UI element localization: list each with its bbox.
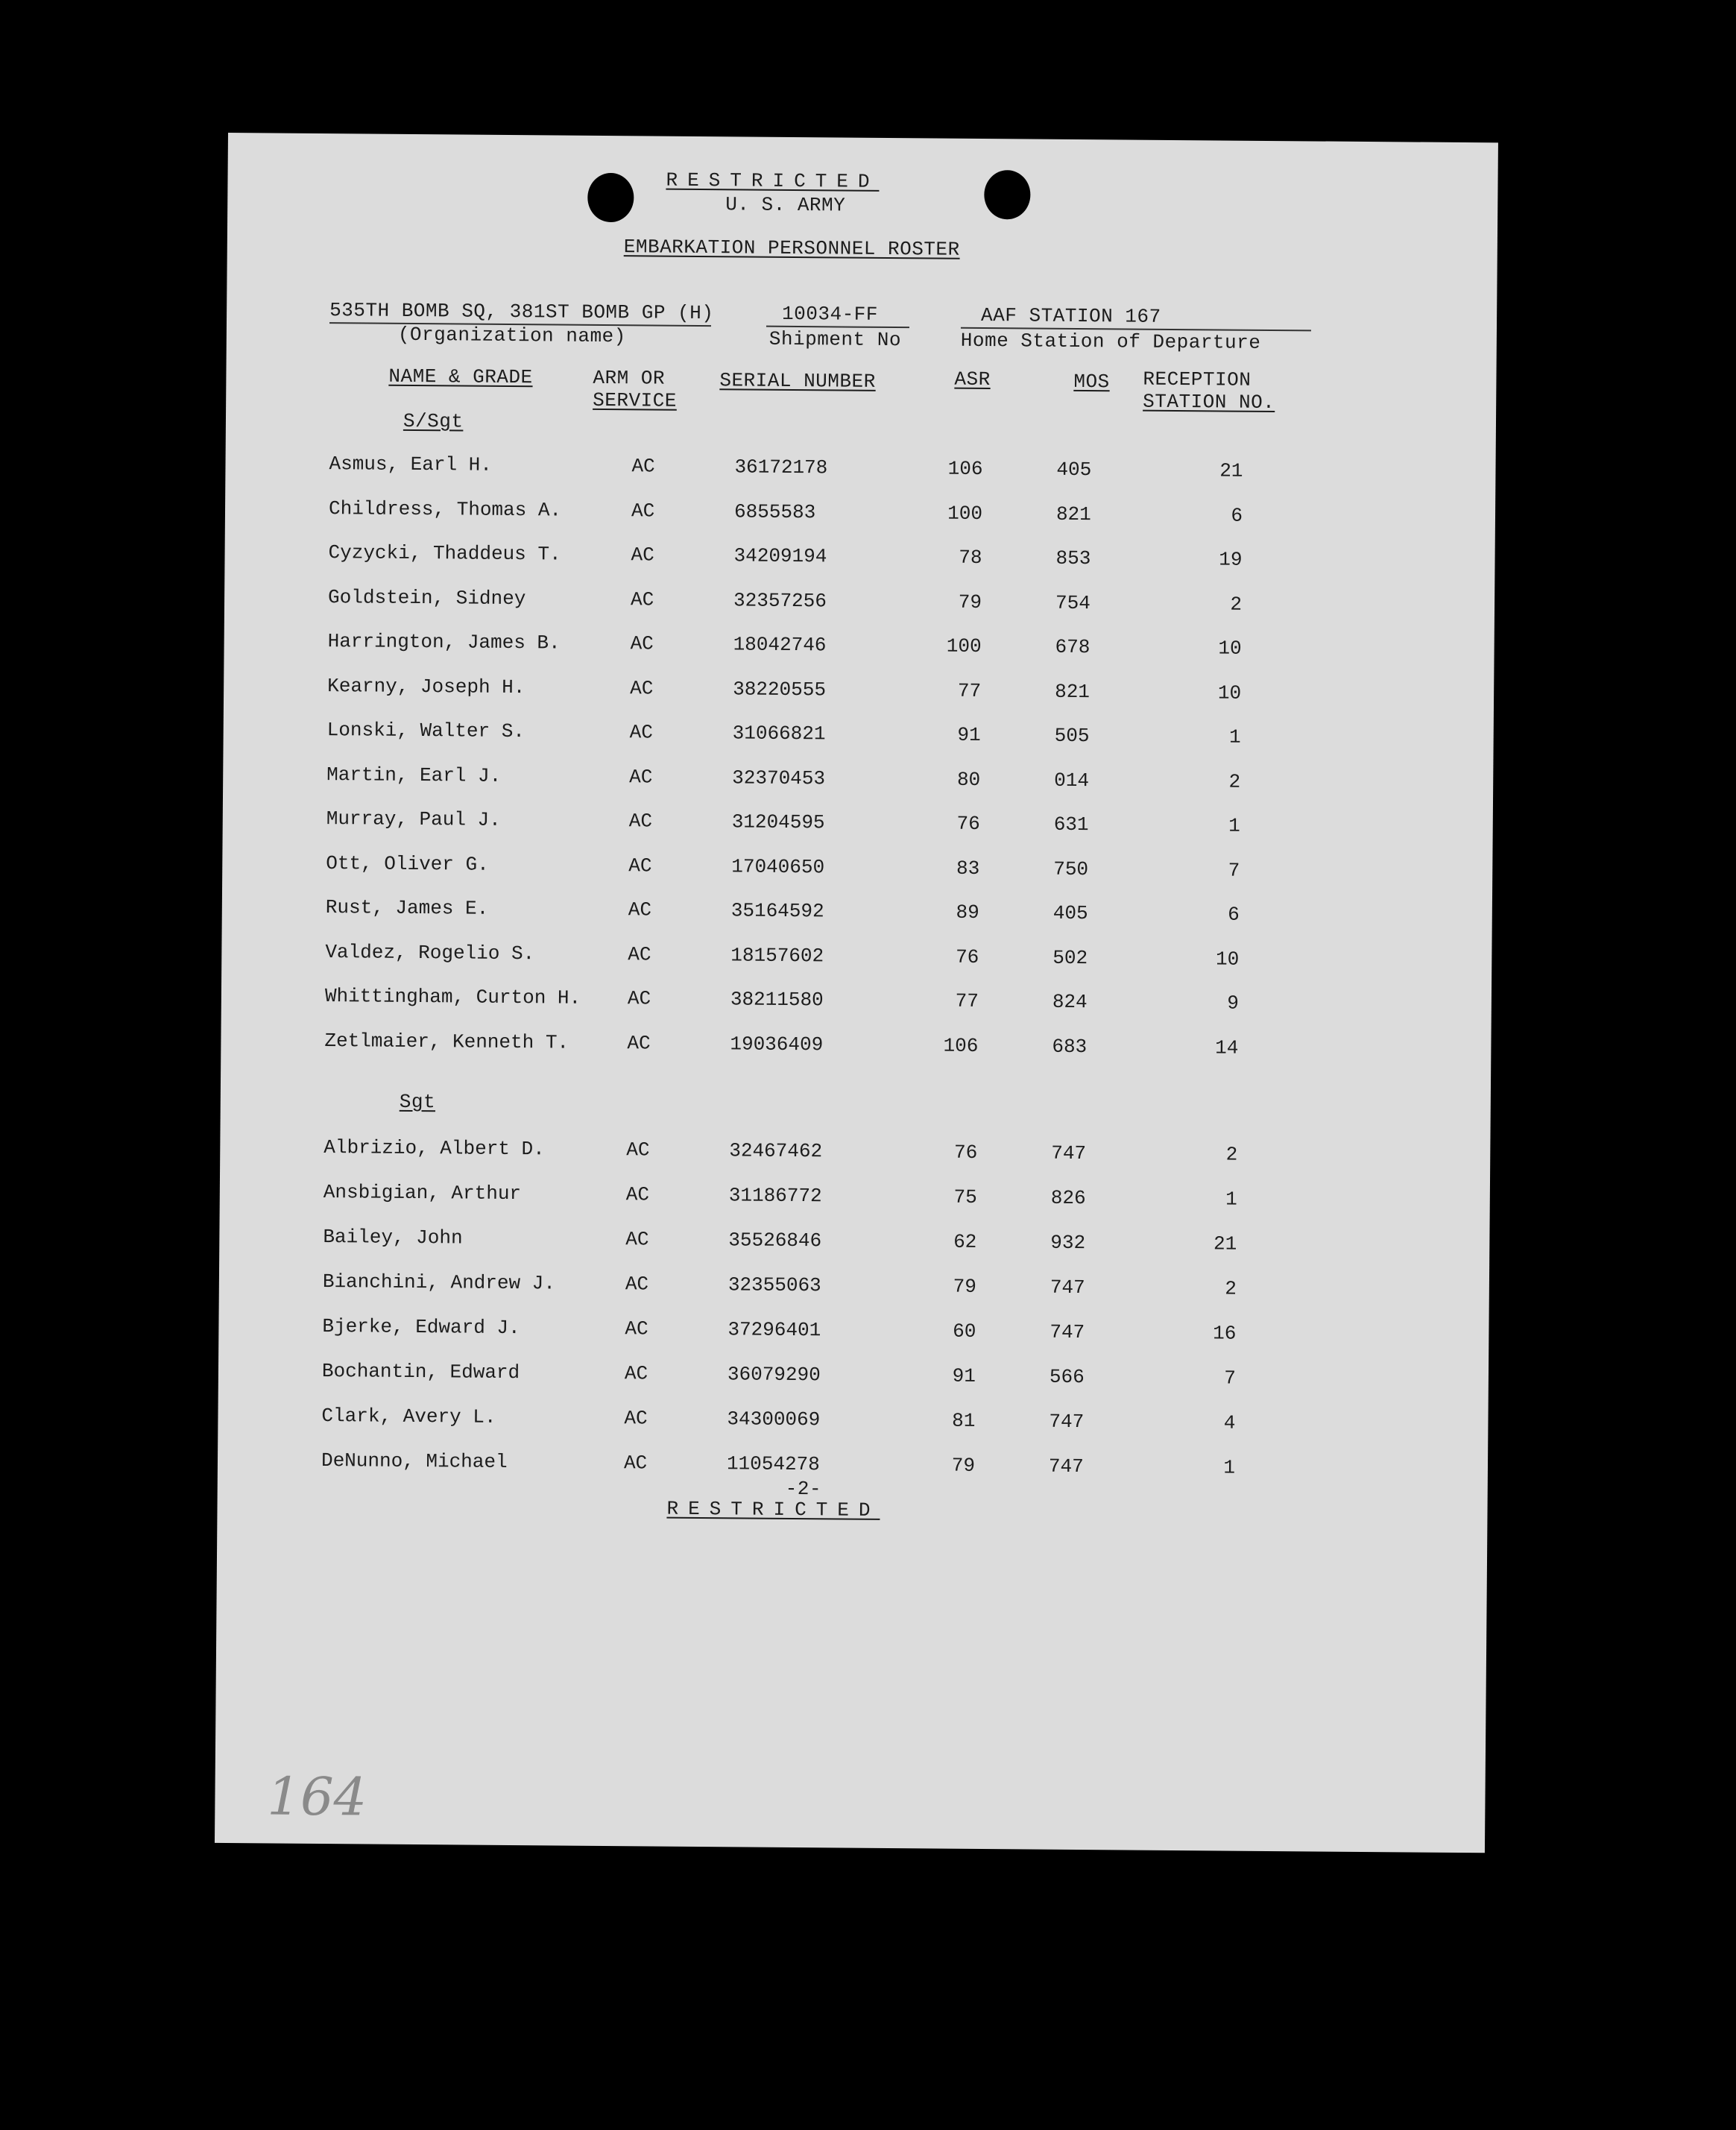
mos-code: 405 [1052,901,1088,925]
punch-hole-left [587,173,634,222]
asr-score: 100 [946,634,982,658]
person-name: Martin, Earl J. [326,763,502,787]
reception-station: 2 [1225,1143,1238,1166]
person-name: Bjerke, Edward J. [322,1315,520,1340]
person-name: Bailey, John [323,1226,463,1250]
col-asr: ASR [954,368,991,391]
mos-code: 405 [1056,458,1092,482]
person-name: Rust, James E. [325,896,489,920]
serial-number: 32370453 [732,766,826,790]
mos-code: 747 [1049,1410,1085,1434]
reception-station: 1 [1225,1188,1237,1211]
table-row [219,1225,1489,1264]
person-name: Childress, Thomas A. [328,497,562,522]
asr-score: 77 [955,989,979,1012]
table-row [218,1314,1489,1354]
table-row [221,939,1492,979]
mos-code: 750 [1053,857,1089,880]
grade-heading-sgt: Sgt [399,1090,436,1114]
col-name-grade: NAME & GRADE [388,365,533,389]
table-row [225,496,1495,535]
reception-station: 10 [1218,637,1242,660]
reception-station: 19 [1219,548,1243,571]
person-name: Valdez, Rogelio S. [325,940,535,965]
mos-code: 853 [1055,546,1091,570]
roster-page [215,133,1498,1853]
arm-of-service: AC [623,1452,648,1475]
arm-of-service: AC [628,942,651,965]
asr-score: 60 [953,1320,976,1343]
arm-of-service: AC [631,455,655,478]
serial-number: 19036409 [730,1032,824,1056]
person-name: Ansbigian, Arthur [323,1181,522,1206]
table-row [225,452,1495,491]
table-row [221,1028,1491,1068]
arm-of-service: AC [631,499,655,523]
organization-caption: (Organization name) [397,323,626,348]
arm-of-service: AC [631,543,654,567]
arm-of-service: AC [627,987,651,1010]
home-station: AAF STATION 167 [980,303,1161,328]
roster-title: EMBARKATION PERSONNEL ROSTER [623,236,960,261]
arm-of-service: AC [630,587,654,611]
mos-code: 821 [1055,502,1091,526]
table-row [220,1135,1490,1175]
reception-station: 2 [1230,593,1243,616]
mos-code: 932 [1050,1231,1086,1255]
table-row [218,1449,1488,1488]
mos-code: 631 [1053,813,1089,836]
serial-number: 31066821 [732,722,826,746]
asr-score: 79 [958,590,982,614]
table-row [222,895,1492,935]
arm-of-service: AC [630,676,654,700]
person-name: Albrizio, Albert D. [323,1136,545,1161]
mos-code: 678 [1055,635,1090,659]
mos-code: 747 [1048,1455,1084,1478]
arm-of-service: AC [624,1362,648,1385]
reception-station: 16 [1213,1322,1237,1345]
asr-score: 76 [953,1141,978,1164]
home-station-caption: Home Station of Departure [960,329,1261,354]
shipment-number: 10034-FF [781,302,879,326]
arm-of-service: AC [626,1138,650,1162]
person-name: Ott, Oliver G. [326,851,489,876]
reception-station: 7 [1228,859,1240,882]
table-row [218,1359,1489,1399]
asr-score: 76 [956,812,980,835]
reception-station: 10 [1216,947,1240,971]
person-name: Goldstein, Sidney [327,585,526,610]
person-name: Asmus, Earl H. [329,453,493,476]
serial-number: 34300069 [727,1408,821,1431]
table-row [224,718,1494,757]
asr-score: 106 [943,1034,979,1057]
person-name: Kearny, Joseph H. [327,674,525,699]
person-name: Whittingham, Curton H. [324,985,581,1009]
reception-station: 9 [1227,992,1239,1015]
reception-station: 4 [1223,1411,1236,1434]
arm-of-service: AC [625,1228,649,1251]
table-row [220,1180,1490,1220]
reception-station: 1 [1223,1456,1236,1479]
arm-of-service: AC [625,1183,650,1206]
serial-number: 32357256 [733,588,827,612]
arm-of-service: AC [624,1407,648,1430]
col-reception-line2: STATION NO. [1143,390,1275,415]
mos-code: 747 [1051,1141,1087,1165]
reception-station: 1 [1228,814,1240,837]
arm-of-service: AC [630,632,654,655]
organization-name: 535TH BOMB SQ, 381ST BOMB GP (H) [329,299,714,325]
page-number: -2- [785,1477,822,1501]
person-name: Zetlmaier, Kenneth T. [324,1029,569,1054]
asr-score: 79 [951,1454,976,1477]
person-name: Lonski, Walter S. [326,719,525,743]
asr-score: 80 [956,768,981,791]
table-row [222,851,1492,890]
handwritten-number: 164 [267,1765,367,1828]
serial-number: 18157602 [730,943,824,967]
reception-station: 2 [1228,770,1241,793]
mos-code: 502 [1052,946,1088,969]
army-heading: U. S. ARMY [725,193,846,217]
serial-number: 6855583 [733,500,816,523]
reception-station: 6 [1231,504,1243,527]
asr-score: 89 [956,901,979,924]
serial-number: 18042746 [733,633,827,657]
arm-of-service: AC [627,1031,651,1054]
person-name: Harrington, James B. [327,630,561,655]
table-row [224,541,1494,580]
serial-number: 35164592 [730,899,824,923]
mos-code: 683 [1052,1035,1088,1058]
col-arm-line1: ARM OR [593,366,666,390]
person-name: Clark, Avery L. [321,1405,496,1428]
mos-code: 747 [1050,1276,1085,1299]
serial-number: 32355063 [727,1273,821,1297]
asr-score: 100 [947,502,983,525]
serial-number: 38220555 [733,677,827,701]
person-name: Murray, Paul J. [326,807,501,831]
table-row [224,673,1494,713]
arm-of-service: AC [625,1317,648,1340]
asr-score: 91 [957,723,981,746]
asr-score: 77 [957,679,982,702]
reception-station: 6 [1228,903,1240,926]
reception-station: 14 [1215,1036,1239,1059]
person-name: Bianchini, Andrew J. [322,1270,556,1295]
table-row [223,762,1493,801]
asr-score: 62 [953,1230,977,1253]
mos-code: 826 [1050,1186,1086,1210]
grade-heading-ssgt: S/Sgt [403,409,464,433]
table-row [221,984,1492,1024]
reception-station: 1 [1228,725,1241,749]
table-row [219,1270,1489,1309]
reception-station: 7 [1224,1367,1237,1390]
serial-number: 32467462 [729,1139,823,1163]
asr-score: 78 [959,546,982,569]
mos-code: 821 [1055,680,1090,703]
asr-score: 83 [956,857,980,880]
asr-score: 76 [956,945,979,968]
table-row [224,585,1494,624]
arm-of-service: AC [628,898,652,921]
arm-of-service: AC [628,854,652,877]
reception-station: 10 [1217,681,1242,705]
col-reception-line1: RECEPTION [1143,368,1252,391]
serial-number: 31186772 [728,1184,822,1208]
asr-score: 79 [953,1275,976,1298]
serial-number: 35526846 [728,1229,822,1253]
reception-station: 21 [1219,459,1243,482]
table-row [223,807,1493,846]
asr-score: 106 [947,457,983,480]
reception-station: 2 [1225,1277,1237,1300]
serial-number: 17040650 [731,854,825,878]
table-row [224,629,1494,669]
col-arm-line2: SERVICE [593,388,678,412]
arm-of-service: AC [625,1273,649,1296]
punch-hole-right [984,170,1031,219]
asr-score: 75 [953,1185,977,1209]
serial-number: 36172178 [734,456,828,479]
person-name: Cyzycki, Thaddeus T. [328,541,561,566]
arm-of-service: AC [628,810,653,833]
shipment-caption: Shipment No [768,327,902,352]
col-mos: MOS [1073,370,1110,394]
mos-code: 754 [1055,591,1091,614]
serial-number: 36079290 [727,1363,821,1387]
person-name: DeNunno, Michael [321,1449,508,1473]
mos-code: 824 [1052,990,1088,1014]
mos-code: 014 [1054,769,1090,792]
arm-of-service: AC [629,765,653,788]
serial-number: 37296401 [727,1318,821,1342]
restricted-bottom: RESTRICTED [666,1497,880,1522]
serial-number: 34209194 [733,544,827,568]
mos-code: 505 [1054,724,1090,748]
reception-station: 21 [1213,1232,1237,1255]
serial-number: 31204595 [731,810,825,834]
person-name: Bochantin, Edward [321,1360,520,1384]
restricted-top: RESTRICTED [666,168,880,193]
col-serial-number: SERIAL NUMBER [719,369,876,393]
asr-score: 91 [952,1364,976,1387]
asr-score: 81 [952,1409,976,1432]
table-row [218,1404,1488,1443]
mos-code: 747 [1050,1320,1085,1344]
serial-number: 38211580 [730,988,824,1012]
serial-number: 11054278 [726,1452,820,1476]
arm-of-service: AC [629,721,654,744]
mos-code: 566 [1049,1365,1085,1389]
